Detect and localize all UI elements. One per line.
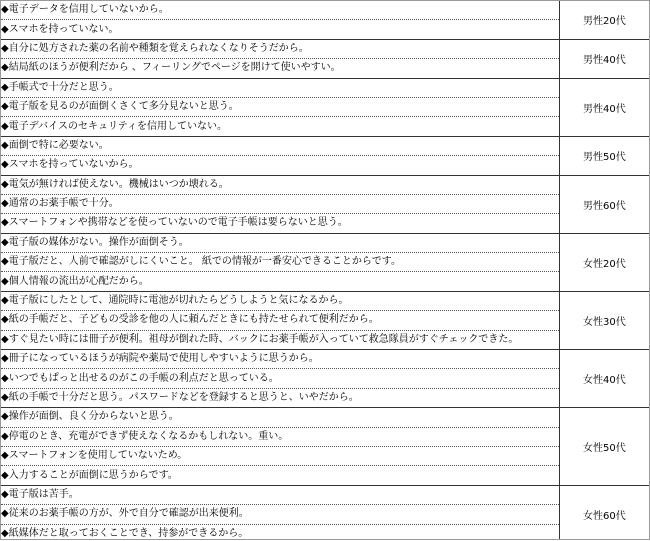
diamond-bullet-icon: ◆ — [1, 23, 9, 35]
comment-text: 電子版は苦手。 — [8, 488, 79, 500]
diamond-bullet-icon: ◆ — [1, 430, 9, 442]
comment-text: いつでもぱっと出せるのがこの手帳の利点だと思っている。 — [8, 372, 279, 384]
table-row — [1, 272, 649, 291]
table-row — [1, 20, 649, 39]
comment-text: 紙の手帳で十分だと思う。パスワードなどを登録すると思うと、いやだから。 — [8, 392, 359, 403]
table-row — [1, 39, 649, 58]
comment-cell — [1, 253, 559, 272]
group-label: 女性30代 — [559, 291, 649, 349]
group-label: 男性40代 — [559, 39, 649, 78]
diamond-bullet-icon: ◆ — [1, 42, 9, 54]
comment-text: 電気が無ければ使えない。機械はいつか壊れる。 — [8, 178, 229, 190]
comment-cell — [1, 330, 559, 349]
comment-cell — [1, 427, 559, 446]
diamond-bullet-icon: ◆ — [1, 159, 9, 171]
diamond-bullet-icon: ◆ — [1, 178, 9, 190]
survey-table-body — [1, 1, 649, 540]
comment-text: 通常のお薬手帳で十分。 — [8, 198, 119, 210]
comment-cell — [1, 388, 559, 407]
comment-cell — [1, 524, 559, 540]
group-label: 男性40代 — [559, 78, 649, 136]
diamond-bullet-icon: ◆ — [1, 275, 9, 287]
comment-text: 入力することが面倒に思うからです。 — [8, 469, 178, 481]
comment-text: 電子版にしたとして、通院時に電池が切れたらどうしようと気になるから。 — [8, 295, 349, 307]
comment-text: スマホを持っていない。 — [8, 23, 119, 35]
comment-text: 電子デバイスのセキュリティを信用していない。 — [8, 120, 228, 132]
diamond-bullet-icon: ◆ — [1, 333, 9, 345]
comment-cell — [1, 350, 559, 369]
table-row — [1, 369, 649, 388]
comment-cell — [1, 505, 559, 524]
table-row — [1, 1, 649, 20]
comment-cell — [1, 136, 559, 155]
diamond-bullet-icon: ◆ — [1, 62, 9, 74]
diamond-bullet-icon: ◆ — [1, 81, 9, 93]
comment-text: 結局紙のほうが便利だから 、フィーリングでページを開けて使いやすい。 — [8, 62, 341, 74]
table-row — [1, 330, 649, 349]
diamond-bullet-icon: ◆ — [1, 120, 9, 132]
comment-text: すぐ見たい時には冊子が便利。祖母が倒れた時、バックにお薬手帳が入っていて救急隊員がすぐチェックできた。 — [8, 333, 519, 345]
comment-cell — [1, 59, 559, 78]
comment-text: 停電のとき、充電ができず使えなくなるかもしれない。重い。 — [8, 430, 289, 442]
comment-cell — [1, 311, 559, 330]
comment-text: 個人情報の流出が心配だから。 — [8, 275, 149, 287]
comment-cell — [1, 1, 559, 20]
table-row — [1, 175, 649, 194]
comment-cell — [1, 156, 559, 175]
comment-text: スマートフォンや携帯などを使っていないので電子手帳は要らないと思う。 — [8, 217, 348, 229]
table-row — [1, 427, 649, 446]
comment-cell — [1, 97, 559, 116]
table-row — [1, 291, 649, 310]
diamond-bullet-icon: ◆ — [1, 488, 9, 500]
diamond-bullet-icon: ◆ — [1, 411, 9, 423]
diamond-bullet-icon: ◆ — [1, 295, 9, 307]
diamond-bullet-icon: ◆ — [1, 101, 9, 113]
comment-text: スマホを持っていないから。 — [8, 159, 139, 171]
comment-text: スマートフォンを使用していないため。 — [8, 450, 188, 462]
table-row — [1, 117, 649, 136]
comment-text: 紙媒体だと取っておくことでき、持参ができるから。 — [8, 527, 249, 539]
comment-cell — [1, 466, 559, 485]
comment-text: 電子版だと、人前で確認がしにくいこと。 紙での情報が一番安心できることからです。 — [8, 256, 401, 268]
table-row — [1, 388, 649, 407]
table-row — [1, 194, 649, 213]
table-row — [1, 156, 649, 175]
comment-text: 電子データを信用していないから。 — [8, 4, 169, 16]
diamond-bullet-icon: ◆ — [1, 508, 9, 520]
table-row — [1, 408, 649, 427]
comment-text: 面倒で特に必要ない。 — [8, 139, 109, 151]
comment-cell — [1, 20, 559, 39]
comment-cell — [1, 117, 559, 136]
group-label: 女性20代 — [559, 233, 649, 291]
comment-text: 紙の手帳だと、子どもの受診を他の人に頼んだときにも持たせられて便利だから。 — [8, 314, 379, 326]
table-row — [1, 466, 649, 485]
table-row — [1, 485, 649, 504]
table-row — [1, 505, 649, 524]
diamond-bullet-icon: ◆ — [1, 469, 9, 481]
table-row — [1, 78, 649, 97]
diamond-bullet-icon: ◆ — [1, 139, 9, 151]
comment-text: 電子版を見るのが面倒くさくて多分見ないと思う。 — [8, 101, 239, 113]
comment-text: 自分に処方された薬の名前や種類を覚えられなくなりそうだから。 — [8, 42, 309, 54]
comment-cell — [1, 233, 559, 252]
group-label: 男性60代 — [559, 175, 649, 233]
table-row — [1, 136, 649, 155]
group-label: 男性20代 — [559, 1, 649, 39]
group-label: 女性50代 — [559, 408, 649, 486]
diamond-bullet-icon: ◆ — [1, 527, 9, 539]
comment-cell — [1, 194, 559, 213]
table-row — [1, 311, 649, 330]
comment-cell — [1, 485, 559, 504]
comment-cell — [1, 39, 559, 58]
group-label: 女性60代 — [559, 485, 649, 540]
diamond-bullet-icon: ◆ — [1, 4, 9, 16]
diamond-bullet-icon: ◆ — [1, 450, 9, 462]
diamond-bullet-icon: ◆ — [1, 314, 9, 326]
diamond-bullet-icon: ◆ — [1, 198, 9, 210]
survey-table — [1, 1, 649, 540]
comment-cell — [1, 214, 559, 233]
table-row — [1, 446, 649, 465]
comment-cell — [1, 446, 559, 465]
table-row — [1, 350, 649, 369]
comment-text: 電子版の媒体がない。操作が面倒そう。 — [8, 236, 189, 248]
group-label: 女性40代 — [559, 350, 649, 408]
table-row — [1, 214, 649, 233]
comment-text: 手帳式で十分だと思う。 — [8, 81, 119, 93]
comment-cell — [1, 291, 559, 310]
comment-cell — [1, 369, 559, 388]
comment-cell — [1, 272, 559, 291]
comment-cell — [1, 175, 559, 194]
comment-text: 操作が面倒、良く分からないと思う。 — [8, 411, 179, 423]
diamond-bullet-icon: ◆ — [1, 392, 9, 403]
comment-cell — [1, 78, 559, 97]
comment-text: 冊子になっているほうが病院や薬局で使用しやすいように思うから。 — [8, 353, 319, 365]
diamond-bullet-icon: ◆ — [1, 236, 9, 248]
comment-cell — [1, 408, 559, 427]
comment-text: 従来のお薬手帳の方が、外で自分で確認が出来便利。 — [8, 508, 249, 520]
table-row — [1, 233, 649, 252]
table-row — [1, 97, 649, 116]
diamond-bullet-icon: ◆ — [1, 256, 9, 268]
diamond-bullet-icon: ◆ — [1, 372, 9, 384]
diamond-bullet-icon: ◆ — [1, 217, 9, 229]
diamond-bullet-icon: ◆ — [1, 353, 9, 365]
table-row — [1, 253, 649, 272]
table-row — [1, 524, 649, 540]
table-row — [1, 59, 649, 78]
group-label: 男性50代 — [559, 136, 649, 175]
